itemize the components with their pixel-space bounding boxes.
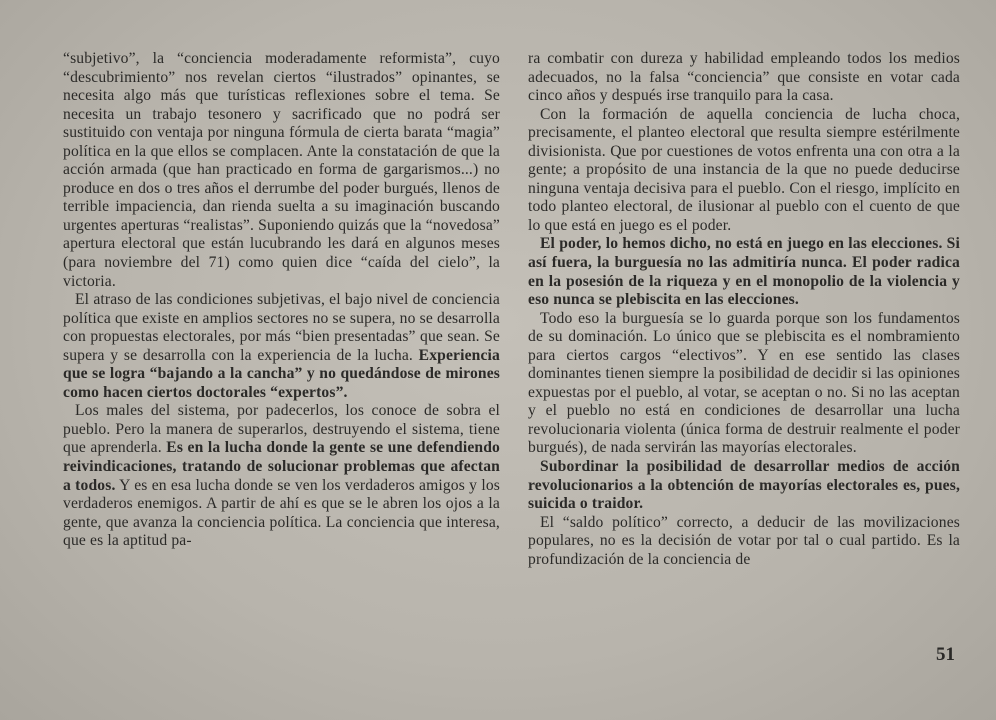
left-paragraph-1 xyxy=(63,50,500,291)
right-paragraph-4 xyxy=(528,310,960,458)
right-paragraph-3 xyxy=(528,235,960,309)
left-paragraph-2 xyxy=(63,291,500,402)
paragraph-text: El “saldo político” correcto, a deducir de las movilizaciones populares, no es la decisión de votar por tal o cual partido. Es la profundización de la conciencia de xyxy=(528,513,960,568)
paragraph-bold-text: Subordinar la posibilidad de desarrollar medios de acción revolucionarios a la obtención de mayorías electorales es, pues, suicida o traidor. xyxy=(528,458,960,513)
right-column xyxy=(528,50,960,569)
paragraph-bold-text: Experiencia que se logra “bajando a la cancha” y no quedándose de mirones como hacen ciertos doctorales “expertos”. xyxy=(63,346,500,401)
right-paragraph-5 xyxy=(528,458,960,514)
paragraph-text: Con la formación de aquella conciencia de lucha choca, precisamente, el planteo electoral que resulta siempre estérilmente divisionista. Que por cuestiones de votos enfrenta una con otra a la gente; a propósito de una instancia de la que no puede deducirse ninguna ventaja decisiva para el pueblo. Con el riesgo, implícito en todo planteo electoral, de ilusionar al pueblo con el cuento de que lo que está en juego es el poder. xyxy=(528,105,960,234)
paragraph-text: “subjetivo”, la “conciencia moderadamente reformista”, cuyo “descubrimiento” nos revelan ciertos “ilustrados” opinantes, se necesita algo más que turísticas reflexiones sobre el tema. Se necesita un trabajo tesonero y sacrificado que no podrá ser sustituido con ventaja por ninguna fórmula de cierta barata “magia” política en la que ellos se complacen. Ante la constatación de que la acción armada (que han practicado en forma de gargarismos...) no produce en dos o tres años el derrumbe del poder burgués, llenos de terrible impaciencia, dan rienda suelta a su imaginación buscando urgentes aperturas “realistas”. Suponiendo quizás que la “novedosa” apertura electoral que están lucubrando les dará en algunos meses (para noviembre del 71) como quien dice “caída del cielo”, la victoria. xyxy=(63,50,500,290)
paragraph-bold-text: El poder, lo hemos dicho, no está en juego en las elecciones. Si así fuera, la burguesía no las admitiría nunca. El poder radica en la posesión de la riqueza y en el monopolio de la violencia y eso nunca se plebiscita en las elecciones. xyxy=(528,235,960,309)
paragraph-bold-text: Es en la lucha donde la gente se une defendiendo reivindicaciones, tratando de solucionar problemas que afectan a todos. xyxy=(63,439,500,494)
paragraph-tail-text: Y es en esa lucha donde se ven los verdaderos amigos y los verdaderos enemigos. A partir de ahí es que se le abren los ojos a la gente, que avanza la conciencia política. La conciencia que interesa, que es la aptitud pa- xyxy=(63,476,500,550)
left-paragraph-3 xyxy=(63,402,500,550)
paragraph-text: El atraso de las condiciones subjetivas, el bajo nivel de conciencia política que existe en amplios sectores no se supera, no se desarrolla con propuestas electorales, por más “bien presentadas” que sean. Se supera y se desarrolla con la experiencia de la lucha. xyxy=(63,291,500,364)
right-paragraph-1 xyxy=(528,50,960,106)
left-column xyxy=(63,50,500,551)
paragraph-text: ra combatir con dureza y habilidad empleando todos los medios adecuados, no la falsa “conciencia” que consiste en votar cada cinco años y después irse tranquilo para la casa. xyxy=(528,50,960,105)
page-number: 51 xyxy=(936,644,955,665)
right-paragraph-6 xyxy=(528,514,960,570)
paragraph-text: Todo eso la burguesía se lo guarda porque son los fundamentos de su dominación. Lo único que se plebiscita es el nombramiento para ciertos cargos “electivos”. Y en ese sentido las clases dominantes tienen siempre la posibilidad de decidir si las opiniones expuestas por el pueblo, al votar, se aceptan o no. Si no las aceptan y el pueblo no está en condiciones de desarrollar una lucha revolucionaria violenta (única forma de destruir realmente el poder burgués), de nada servirán las mayorías electorales. xyxy=(528,309,960,457)
paragraph-text: Los males del sistema, por padecerlos, los conoce de sobra el pueblo. Pero la manera de superarlos, destruyendo el sistema, tiene que aprenderla. xyxy=(63,402,500,457)
right-paragraph-2 xyxy=(528,106,960,236)
